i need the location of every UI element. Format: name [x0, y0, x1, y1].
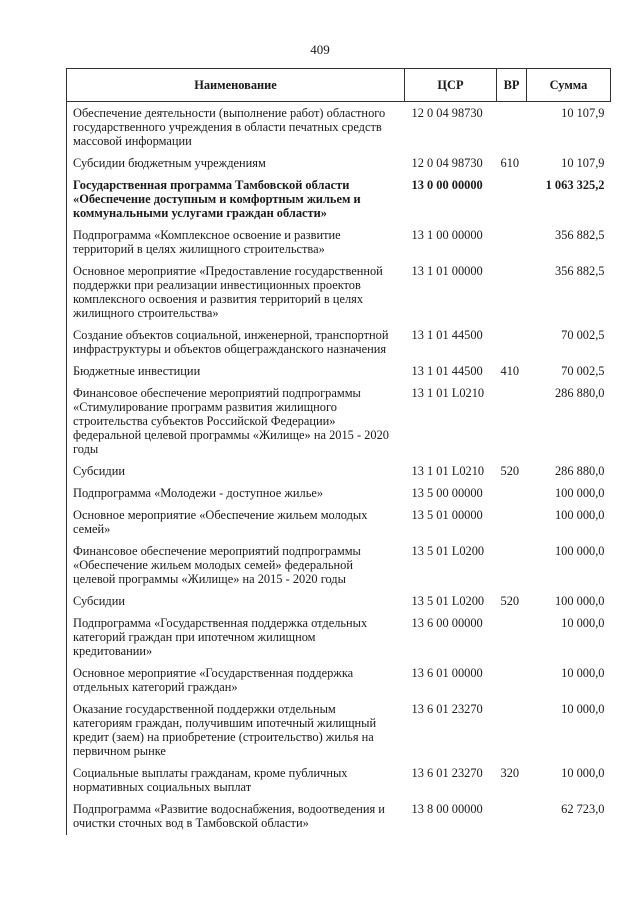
row-csr: 12 0 04 98730: [411, 106, 483, 120]
row-name: Подпрограмма «Государственная поддержка отдельных категорий граждан при ипотечном жилищном кредитовании»: [67, 613, 405, 663]
row-csr: 13 5 01 00000: [411, 508, 483, 522]
row-sum: 10 107,9: [561, 106, 605, 120]
table-row: [67, 325, 611, 361]
table-row: [67, 699, 611, 763]
table-row: [67, 613, 611, 663]
row-name: Субсидии: [67, 461, 405, 483]
row-sum: 10 000,0: [561, 702, 605, 716]
row-name: Основное мероприятие «Обеспечение жильем молодых семей»: [67, 505, 405, 541]
row-csr: 13 6 01 23270: [411, 702, 483, 716]
row-sum: 100 000,0: [554, 594, 605, 608]
row-name: Субсидии: [67, 591, 405, 613]
table-row: [67, 763, 611, 799]
header-csr: ЦСР: [405, 69, 497, 102]
table-row: [67, 663, 611, 699]
row-vr: [497, 799, 527, 835]
row-vr: 520: [500, 594, 520, 608]
table-row: [67, 505, 611, 541]
table-body: [67, 102, 611, 836]
row-name: Создание объектов социальной, инженерной, транспортной инфраструктуры и объектов общегражданского назначения: [67, 325, 405, 361]
table-row: [67, 799, 611, 835]
table-row: [67, 102, 611, 154]
row-name: Подпрограмма «Комплексное освоение и развитие территорий в целях жилищного строительства»: [67, 225, 405, 261]
row-csr: 12 0 04 98730: [411, 156, 483, 170]
row-sum: 100 000,0: [554, 508, 605, 522]
row-name: Финансовое обеспечение мероприятий подпрограммы «Стимулирование программ развития жилищного строительства субъектов Российской Федерации» федеральной целевой программы «Жилище» на 2015 - 2020 годы: [67, 383, 405, 461]
row-vr: [497, 663, 527, 699]
row-csr: 13 1 01 44500: [411, 364, 483, 378]
row-csr: 13 6 00 00000: [411, 616, 483, 630]
table-row: [67, 225, 611, 261]
row-csr: 13 5 01 L0200: [411, 544, 485, 558]
row-name: Основное мероприятие «Государственная поддержка отдельных категорий граждан»: [67, 663, 405, 699]
table-row: [67, 153, 611, 175]
row-csr: 13 6 01 23270: [411, 766, 483, 780]
row-vr: [497, 483, 527, 505]
row-csr: 13 6 01 00000: [411, 666, 483, 680]
row-vr: [497, 383, 527, 461]
row-name: Государственная программа Тамбовской области «Обеспечение доступным и комфортным жильем и коммунальными услугами граждан области»: [67, 175, 405, 225]
row-csr: 13 1 01 L0210: [411, 464, 485, 478]
row-sum: 70 002,5: [561, 328, 605, 342]
row-name: Обеспечение деятельности (выполнение работ) областного государственного учреждения в области печатных средств массовой информации: [67, 102, 405, 154]
row-vr: [497, 613, 527, 663]
table-row: [67, 541, 611, 591]
row-sum: 286 880,0: [554, 464, 605, 478]
row-sum: 10 000,0: [561, 666, 605, 680]
row-csr: 13 1 00 00000: [411, 228, 483, 242]
header-name: Наименование: [67, 69, 405, 102]
row-vr: [497, 261, 527, 325]
table-row: [67, 483, 611, 505]
table-row: [67, 261, 611, 325]
row-sum: 10 000,0: [561, 766, 605, 780]
row-vr: [497, 541, 527, 591]
row-name: Социальные выплаты гражданам, кроме публичных нормативных социальных выплат: [67, 763, 405, 799]
row-csr: 13 1 01 L0210: [411, 386, 485, 400]
header-vr: ВР: [497, 69, 527, 102]
row-vr: [497, 505, 527, 541]
row-vr: [497, 325, 527, 361]
table-row: [67, 175, 611, 225]
page-number: 409: [310, 42, 330, 57]
row-csr: 13 5 01 L0200: [411, 594, 485, 608]
row-name: Подпрограмма «Развитие водоснабжения, водоотведения и очистки сточных вод в Тамбовской области»: [67, 799, 405, 835]
row-vr: [497, 175, 527, 225]
table-row: [67, 461, 611, 483]
row-sum: 10 107,9: [561, 156, 605, 170]
row-name: Подпрограмма «Молодежи - доступное жилье»: [67, 483, 405, 505]
row-name: Бюджетные инвестиции: [67, 361, 405, 383]
row-vr: [497, 225, 527, 261]
table-row: [67, 361, 611, 383]
row-vr: 320: [500, 766, 520, 780]
row-vr: [497, 699, 527, 763]
table-row: [67, 591, 611, 613]
row-sum: 286 880,0: [554, 386, 605, 400]
budget-table: [66, 68, 611, 835]
row-sum: 70 002,5: [561, 364, 605, 378]
row-csr: 13 1 01 44500: [411, 328, 483, 342]
row-sum: 1 063 325,2: [545, 178, 605, 192]
row-name: Оказание государственной поддержки отдельным категориям граждан, получившим ипотечный жилищный кредит (заем) на приобретение (строительство) жилья на первичном рынке: [67, 699, 405, 763]
row-sum: 100 000,0: [554, 486, 605, 500]
row-name: Финансовое обеспечение мероприятий подпрограммы «Обеспечение жильем молодых семей» федеральной целевой программы «Жилище» на 2015 - 2020 годы: [67, 541, 405, 591]
row-sum: 62 723,0: [561, 802, 605, 816]
row-vr: [497, 102, 527, 154]
header-sum: Сумма: [527, 69, 611, 102]
row-name: Субсидии бюджетным учреждениям: [67, 153, 405, 175]
row-name: Основное мероприятие «Предоставление государственной поддержки при реализации инвестиционных проектов комплексного освоения и развития территорий в целях жилищного строительства»: [67, 261, 405, 325]
row-sum: 100 000,0: [554, 544, 605, 558]
row-sum: 356 882,5: [554, 228, 605, 242]
table-header: [67, 69, 611, 102]
row-csr: 13 0 00 00000: [411, 178, 483, 192]
row-vr: 520: [500, 464, 520, 478]
table-row: [67, 383, 611, 461]
row-sum: 10 000,0: [561, 616, 605, 630]
row-vr: 410: [500, 364, 520, 378]
row-csr: 13 1 01 00000: [411, 264, 483, 278]
row-csr: 13 8 00 00000: [411, 802, 483, 816]
row-csr: 13 5 00 00000: [411, 486, 483, 500]
row-sum: 356 882,5: [554, 264, 605, 278]
row-vr: 610: [500, 156, 520, 170]
